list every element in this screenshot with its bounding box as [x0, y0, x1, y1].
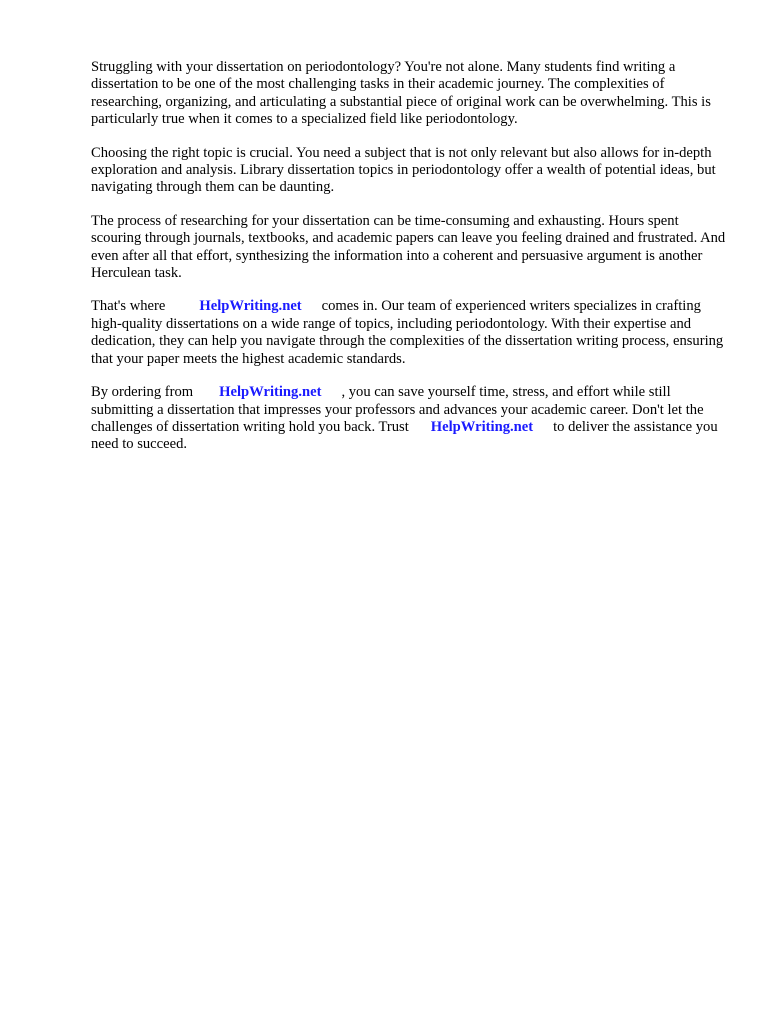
paragraph-topic [91, 145, 731, 197]
paragraph-text-before: That's where [91, 298, 166, 315]
paragraph-text: Struggling with your dissertation on periodontology? You're not alone. Many students find writing a dissertation to be one of the most challenging tasks in their academic journey. The complexities of researching, organizing, and articulating a substantial piece of original work can be overwhelming. This is particularly true when it comes to a specialized field like periodontology. [91, 59, 711, 128]
paragraph-text: The process of researching for your dissertation can be time-consuming and exhausting. Hours spent scouring through journals, textbooks, and academic papers can leave you feeling drained and frustrated. And even after all that effort, synthesizing the information into a coherent and persuasive argument is another Herculean task. [91, 212, 726, 282]
paragraph-order [91, 384, 731, 454]
helpwriting-link[interactable]: HelpWriting.net [199, 298, 302, 315]
helpwriting-link-trust[interactable]: HelpWriting.net [430, 418, 534, 435]
document-body [91, 59, 731, 470]
paragraph-text: Choosing the right topic is crucial. You need a subject that is not only relevant but also allows for in-depth exploration and analysis. Library dissertation topics in periodontology offer a wealth of potential ideas, but navigating through them can be daunting. [91, 144, 716, 196]
paragraph-research [91, 213, 731, 283]
paragraph-text-after: to deliver the assistance you need to succeed. [91, 418, 718, 453]
paragraph-text-after: comes in. Our team of experienced writers specializes in crafting high-quality dissertations on a wide range of topics, including periodontology. With their expertise and dedication, they can help you navigate through the complexities of the dissertation writing process, ensuring that your paper meets the highest academic standards. [91, 298, 724, 367]
helpwriting-link[interactable]: HelpWriting.net [219, 384, 322, 401]
paragraph-text-before: By ordering from [91, 384, 194, 401]
paragraph-service [91, 298, 731, 368]
paragraph-intro [91, 59, 731, 129]
paragraph-text-middle: , you can save yourself time, stress, and effort while still submitting a dissertation that impresses your professors and advances your academic career. Don't let the challenges of dissertation writing hold you back. Trust [91, 384, 704, 435]
